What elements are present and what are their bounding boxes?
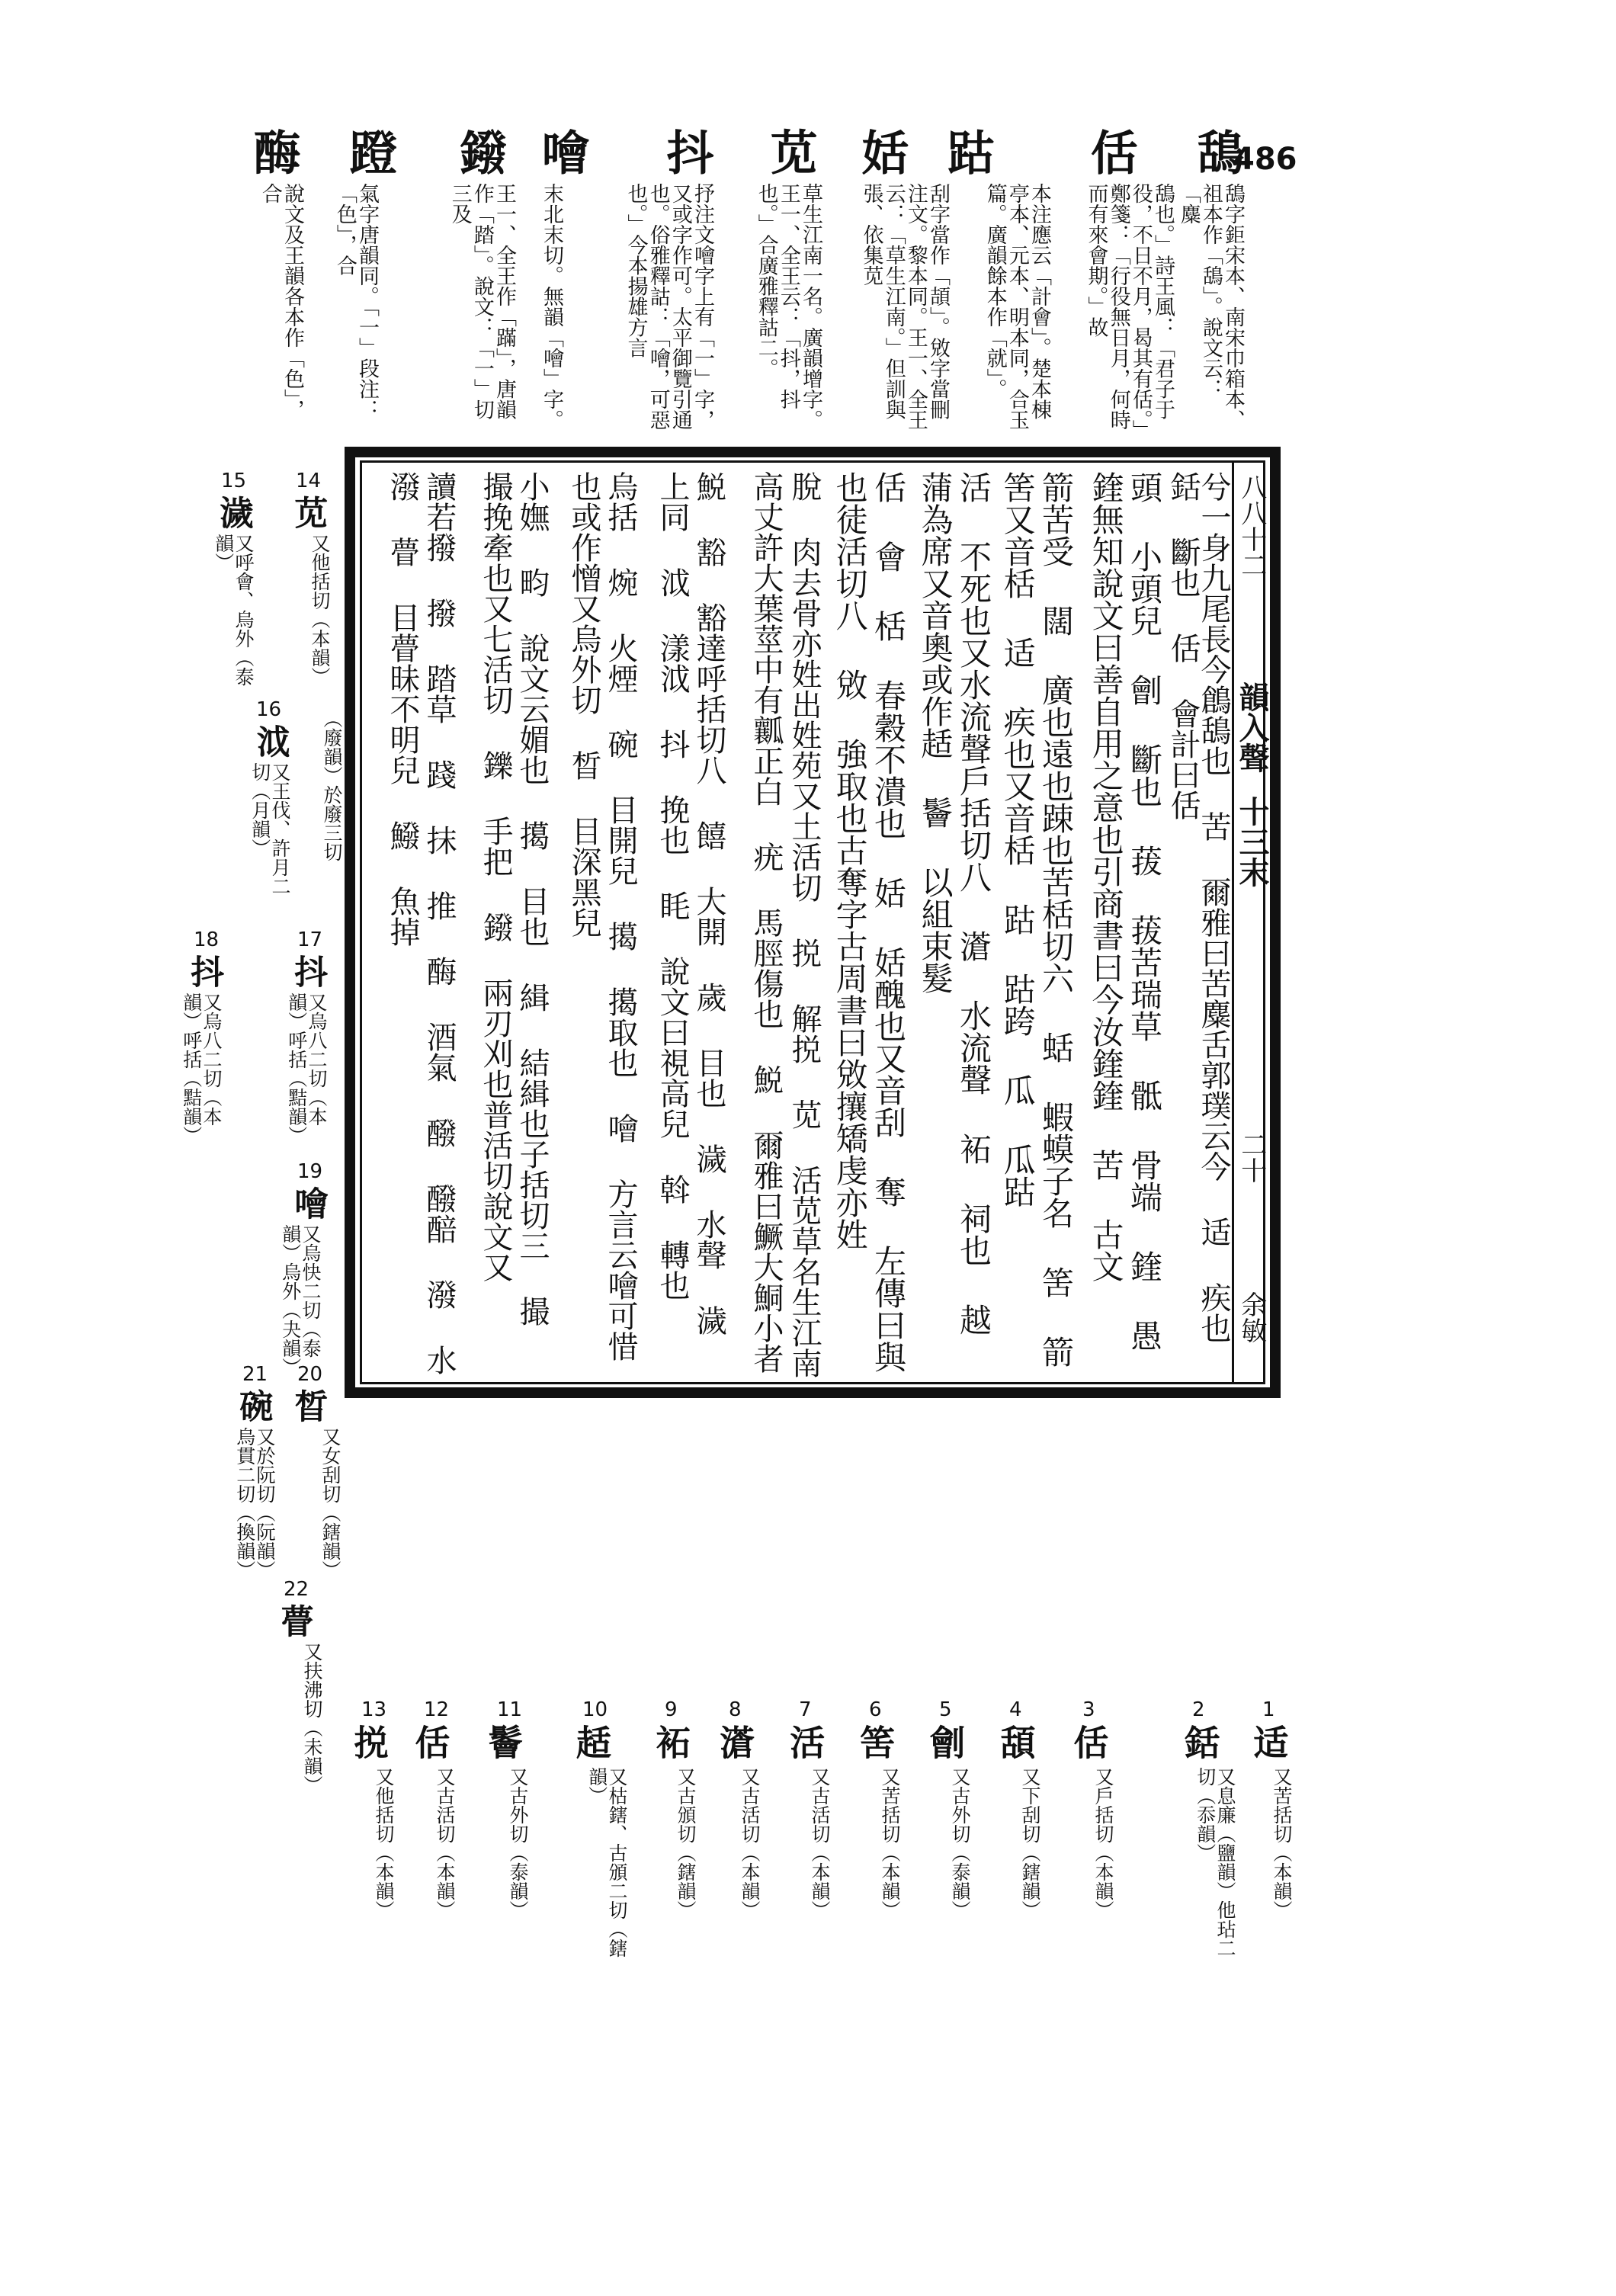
bottom-note-no-11: 11 xyxy=(497,1698,523,1721)
bottom-note-no-9: 9 xyxy=(665,1698,678,1721)
main-col-7: 鮵 豁 豁達呼括切八 饎 大開 歲 目也 濊 水聲 濊 上同 泧 漾泧 抖 挽也 眊 說文曰視高兒 斡 轉也 xyxy=(655,471,726,1336)
top-note-9: 氣字唐韻同。「一」段注：「色」，合 xyxy=(332,183,379,420)
bottom-note-head-5: 劊 xyxy=(925,1724,967,1759)
top-head-9: 蹬 xyxy=(341,128,398,175)
left-note-head-21: 碗 xyxy=(233,1389,273,1422)
bottom-note-text-1: 又苦括切（本韻） xyxy=(1271,1767,1293,1919)
bottom-note-head-8: 濸 xyxy=(714,1724,756,1759)
bottom-note-head-6: 筈 xyxy=(854,1724,896,1759)
left-note-no-15: 15 xyxy=(221,470,247,492)
bottom-note-text-8: 又古活切（本韻） xyxy=(739,1767,761,1919)
bottom-note-text-2: 又息廉（鹽韻）他玷二切（忝韻） xyxy=(1194,1767,1236,1958)
header-section: 韻入聲 xyxy=(1234,681,1270,773)
bottom-note-text-11: 又古外切（泰韻） xyxy=(507,1767,529,1919)
header-rhyme: 十三末 xyxy=(1234,796,1270,887)
bottom-note-text-6: 又苦括切（本韻） xyxy=(879,1767,901,1919)
bottom-note-text-9: 又古頒切（鎋韻） xyxy=(675,1767,697,1919)
bottom-note-head-13: 捝 xyxy=(348,1724,390,1759)
top-head-8: 鏺 xyxy=(451,128,508,175)
main-col-5: 佸 會 栝 春穀不潰也 姡 姡醜也又音刮 奪 左傳曰與也徒活切八 敓 強取也古奪字古周書曰敓攘矯虔亦姓 xyxy=(831,471,907,1373)
bottom-note-text-5: 又古外切（泰韻） xyxy=(949,1767,971,1919)
top-note-8: 王一、全王作「蹣」，唐韻作「踏」。說文：「一」切三及 xyxy=(447,183,516,420)
left-note-head-15: 濊 xyxy=(213,495,253,529)
left-note-text-18: 又烏八二切（本韻）呼括（黠韻） xyxy=(180,992,223,1145)
header-strip xyxy=(1232,460,1268,1384)
bottom-note-head-1: 适 xyxy=(1248,1724,1290,1759)
left-note-no-22: 22 xyxy=(284,1578,309,1601)
top-head-3: 跍 xyxy=(939,128,996,175)
top-head-5: 苋 xyxy=(762,128,819,175)
top-note-5: 草生江南一名。廣韻增字。王一、全王云：「抖，抖也。」合廣雅釋詁二。 xyxy=(754,183,822,430)
top-note-4: 刮字當作「頡」。敓字當刪注文。黎本同。王一、全王云：「草生江南。」但訓與張、依集苋 xyxy=(859,183,950,430)
left-note-head-16: 泧 xyxy=(250,724,290,758)
bottom-note-text-12: 又古活切（本韻） xyxy=(434,1767,456,1919)
bottom-note-head-10: 趏 xyxy=(571,1724,613,1759)
bottom-note-head-11: 鬠 xyxy=(483,1724,524,1759)
bottom-note-text-10: 又枯鎋、古頒二切（鎋韻） xyxy=(585,1767,628,1958)
left-note-text-16: 又王伐、許月二切（月韻） xyxy=(248,762,291,896)
left-note-head-22: 瞢 xyxy=(274,1604,314,1637)
top-head-6: 抖 xyxy=(659,128,715,175)
main-col-2: 頭 小頭兒 劊 斷也 菝 菝苦瑞草 骶 骨端 鍷 愚鍷無知說文曰善自用之意也引商書曰今汝鍷鍷 苦 古文 xyxy=(1087,471,1163,1352)
bottom-note-no-12: 12 xyxy=(424,1698,450,1721)
header-right-top: 八八十二 xyxy=(1236,474,1267,578)
page-number: 486 xyxy=(1233,142,1297,177)
left-note-text-20: 又女刮切（鎋韻） xyxy=(319,1427,341,1579)
bottom-note-no-3: 3 xyxy=(1082,1698,1095,1721)
main-col-4: 活 不死也又水流聲戶括切八 濸 水流聲 袥 祠也 越 蒲為席又音奧或作趏 鬠 以組束髮 xyxy=(916,471,992,1336)
bottom-note-no-7: 7 xyxy=(799,1698,812,1721)
bottom-note-head-9: 袥 xyxy=(650,1724,692,1759)
left-note-text-22: 又扶沸切（未韻） xyxy=(301,1642,323,1794)
main-col-8: 烏括 焥 火煙 碗 目開兒 擖 擖取也 噲 方言云噲可惜也或作憎又烏外切 晳 目深黑兒 xyxy=(566,471,638,1361)
bottom-note-head-12: 佸 xyxy=(409,1724,451,1759)
top-note-3: 本注應云「計會」。楚本棟亭本、元本、明本同，合玉篇。廣韻餘本作「就」。 xyxy=(983,183,1051,430)
bottom-note-no-4: 4 xyxy=(1009,1698,1022,1721)
left-note-no-20: 20 xyxy=(297,1363,323,1386)
main-col-10: 讀若撥 撥 踏草 踐 抹 推 酶 酒氣 醱 醱醅 潑 水潑 瞢 目瞢昧不明兒 鱍 魚掉 xyxy=(385,471,457,1375)
left-note-text-extra: （廢韻）於廢三切 xyxy=(321,709,343,861)
bottom-note-head-2: 銛 xyxy=(1179,1724,1221,1759)
left-note-head-20: 晳 xyxy=(288,1389,328,1422)
bottom-note-text-3: 又戶括切（本韻） xyxy=(1092,1767,1114,1919)
top-note-1: 鴰字鉅宋本、南宋巾箱本、祖本作「鴰」。說文云：「麋 xyxy=(1176,183,1245,430)
bottom-note-text-4: 又下刮切（鎋韻） xyxy=(1019,1767,1041,1919)
left-note-text-17: 又烏八二切（本韻）呼括（黠韻） xyxy=(285,992,328,1145)
bottom-note-no-6: 6 xyxy=(869,1698,882,1721)
bottom-note-no-8: 8 xyxy=(729,1698,742,1721)
top-head-2: 佸 xyxy=(1082,128,1139,175)
top-head-7: 噲 xyxy=(534,128,590,175)
bottom-note-no-2: 2 xyxy=(1192,1698,1205,1721)
top-head-4: 姡 xyxy=(854,128,910,175)
bottom-note-text-7: 又古活切（本韻） xyxy=(809,1767,831,1919)
left-note-text-14: 又他括切（本韻） xyxy=(309,534,331,686)
left-note-head-19: 噲 xyxy=(288,1186,328,1220)
bottom-note-no-13: 13 xyxy=(361,1698,387,1721)
left-note-no-21: 21 xyxy=(242,1363,268,1386)
left-note-no-14: 14 xyxy=(296,470,322,492)
left-note-text-19: 又烏快二切（泰韻）烏外（夬韻） xyxy=(279,1224,322,1377)
left-note-no-19: 19 xyxy=(297,1160,323,1183)
top-head-10: 酶 xyxy=(245,128,302,175)
main-col-3: 箭苦受 闊 廣也遠也踈也苦栝切六 蛞 蝦蟆子名 筈 箭筈又音栝 适 疾也又音栝 跍 跍跨 瓜 瓜跍 xyxy=(999,471,1075,1368)
main-col-6: 脫 肉去骨亦姓出姓苑又土活切 捝 解捝 苋 活苋草名生江南高丈許大葉莖中有瓤正白 疣 馬脛傷也 鮵 爾雅曰鱖大鮦小者 xyxy=(749,471,822,1378)
left-note-no-17: 17 xyxy=(297,928,323,951)
top-note-7: 末北末切。無韻「噲」字。 xyxy=(540,183,563,430)
bottom-note-head-7: 活 xyxy=(784,1724,826,1759)
header-scribe: 余敏 xyxy=(1236,1291,1267,1343)
left-note-no-16: 16 xyxy=(256,698,282,721)
left-note-text-15: 又呼會、烏外（泰韻） xyxy=(212,534,255,686)
top-note-2: 鴰也。」詩王風：「君子于役，不日不月，曷其有佸。」鄭箋：「行役無日月，何時而有來會期。」故 xyxy=(1084,183,1175,430)
bottom-note-text-13: 又他括切（本韻） xyxy=(373,1767,395,1919)
bottom-note-head-4: 頢 xyxy=(995,1724,1037,1759)
bottom-note-no-5: 5 xyxy=(939,1698,952,1721)
left-note-head-17: 抖 xyxy=(288,954,328,988)
bottom-note-head-3: 佸 xyxy=(1068,1724,1110,1759)
header-folio: 二十 xyxy=(1236,1131,1267,1183)
left-note-head-14: 苋 xyxy=(288,495,328,529)
main-col-1: 兮一身九尾長今鶬鴰也 苦 爾雅曰苦麋舌郭璞云今 适 疾也 銛 斷也 佸 會計曰佸 xyxy=(1166,471,1231,1343)
left-note-head-18: 抖 xyxy=(184,954,224,988)
bottom-note-no-1: 1 xyxy=(1262,1698,1275,1721)
left-note-text-21: 又於阮切（阮韻）烏貫二切（換韻） xyxy=(233,1427,276,1579)
top-note-10: 說文及王韻各本作「色」，合 xyxy=(258,183,304,420)
bottom-note-no-10: 10 xyxy=(582,1698,608,1721)
main-col-9: 小嫵 畇 說文云媚也 擖 目也 緝 結緝也子括切三 撮 撮挽牽也又七活切 鑠 手把 鏺 兩刃刈也普活切說文又 xyxy=(478,471,550,1326)
top-head-1: 鴰 xyxy=(1189,128,1246,175)
left-note-no-18: 18 xyxy=(194,928,220,951)
top-note-6: 抒注文噲字上有「一」字，又或字作可。太平御覽引通也。俗雅釋詁：「噲，可惡也。」今本揚雄方言 xyxy=(624,183,714,430)
